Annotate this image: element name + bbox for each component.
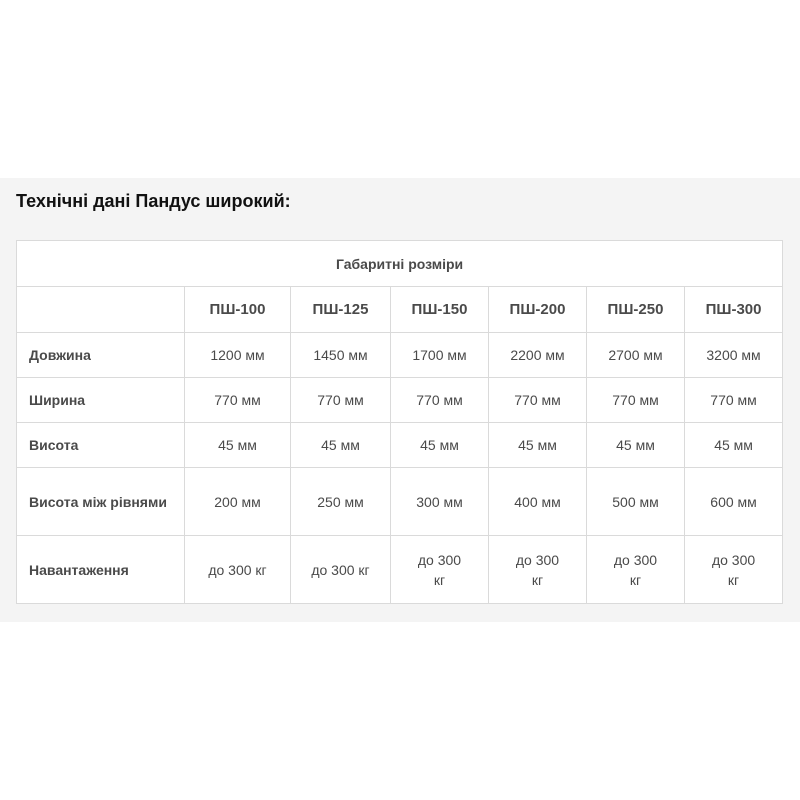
row-label: Висота між рівнями [17,468,185,536]
table-cell: до 300 кг [587,536,685,604]
model-header: ПШ-150 [391,287,489,333]
table-cell: 500 мм [587,468,685,536]
model-header: ПШ-100 [185,287,291,333]
table-cell: до 300 кг [685,536,783,604]
table-cell: 1200 мм [185,333,291,378]
table-cell: 45 мм [291,423,391,468]
row-label: Ширина [17,378,185,423]
model-header: ПШ-250 [587,287,685,333]
table-cell: 770 мм [391,378,489,423]
table-cell: 2700 мм [587,333,685,378]
table-cell: 770 мм [489,378,587,423]
model-header: ПШ-300 [685,287,783,333]
table-row [17,536,783,604]
table-cell: 45 мм [391,423,489,468]
empty-corner-cell [17,287,185,333]
table-cell: 45 мм [489,423,587,468]
table-cell: 770 мм [185,378,291,423]
table-cell: 1700 мм [391,333,489,378]
table-cell: 770 мм [587,378,685,423]
table-cell: до 300 кг [391,536,489,604]
table-cell: 45 мм [587,423,685,468]
table-cell: до 300 кг [489,536,587,604]
table-cell: 45 мм [185,423,291,468]
table-cell: 770 мм [291,378,391,423]
table-cell: 400 мм [489,468,587,536]
table-cell: 300 мм [391,468,489,536]
table-row [17,468,783,536]
table-cell: 3200 мм [685,333,783,378]
table-cell: 2200 мм [489,333,587,378]
table-cell: 1450 мм [291,333,391,378]
table-cell: 250 мм [291,468,391,536]
model-header: ПШ-200 [489,287,587,333]
table-cell: до 300 кг [291,536,391,604]
table-cell: до 300 кг [185,536,291,604]
specs-table [16,240,783,604]
row-label: Навантаження [17,536,185,604]
group-header: Габаритні розміри [17,241,783,287]
table-cell: 770 мм [685,378,783,423]
table-row [17,378,783,423]
table-cell: 45 мм [685,423,783,468]
table-row [17,333,783,378]
page-title: Технічні дані Пандус широкий: [16,191,291,211]
table-cell: 200 мм [185,468,291,536]
table-row [17,423,783,468]
row-label: Довжина [17,333,185,378]
row-label: Висота [17,423,185,468]
table-cell: 600 мм [685,468,783,536]
model-header: ПШ-125 [291,287,391,333]
